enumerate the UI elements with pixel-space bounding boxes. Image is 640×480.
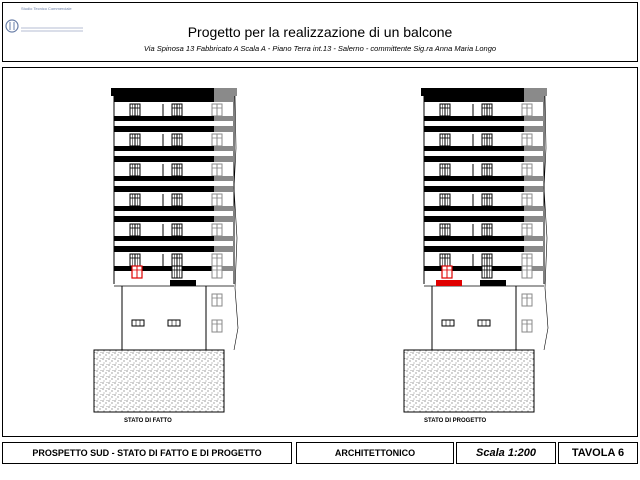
new-balcony xyxy=(436,280,462,286)
page-subtitle: Via Spinosa 13 Fabbricato A Scala A - Piano Terra int.13 - Salerno - committente Sig.ra Anna Maria Longo xyxy=(143,44,497,53)
discipline: ARCHITETTONICO xyxy=(296,442,454,464)
highlight-window xyxy=(442,266,452,278)
logo-text: Studio Tecnico Commerciale xyxy=(21,6,72,11)
existing-balcony xyxy=(170,280,196,286)
page-title: Progetto per la realizzazione di un balcone xyxy=(187,24,453,40)
elevation-stato-di-progetto xyxy=(404,88,548,412)
label-stato-di-progetto: STATO DI PROGETTO xyxy=(424,418,487,424)
scale: Scala 1:200 xyxy=(456,442,556,464)
existing-balcony xyxy=(480,280,506,286)
sheet-title: PROSPETTO SUD - STATO DI FATTO E DI PROGETTO xyxy=(2,442,292,464)
sheet-number: TAVOLA 6 xyxy=(558,442,638,464)
elevation-stato-di-fatto xyxy=(94,88,238,412)
label-stato-di-fatto: STATO DI FATTO xyxy=(124,418,172,424)
highlight-window xyxy=(132,266,142,278)
